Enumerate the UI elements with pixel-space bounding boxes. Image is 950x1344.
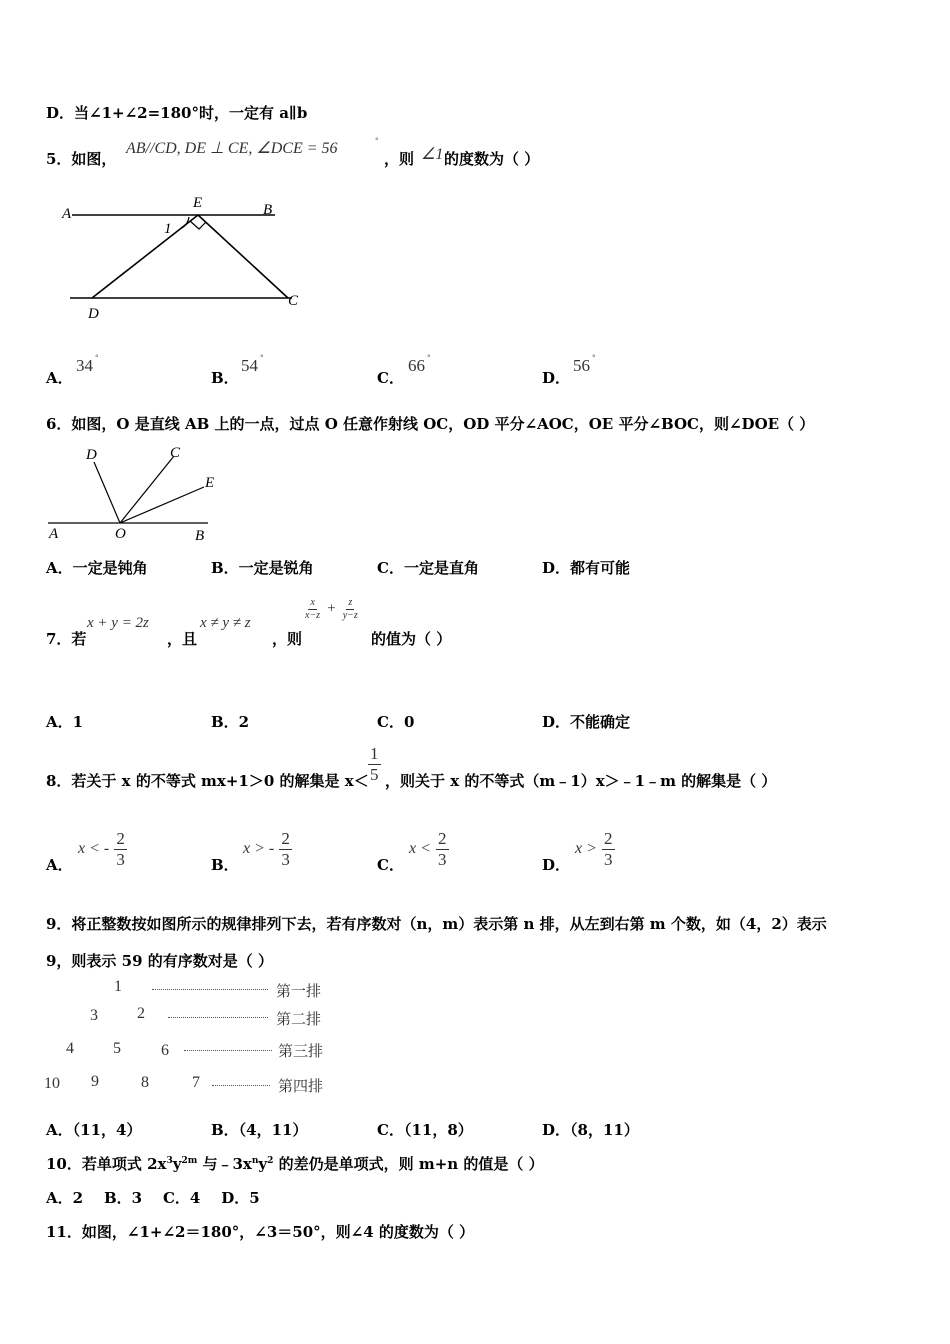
q5-option-d-letter: D． bbox=[542, 369, 571, 387]
q8-frac-den: 5 bbox=[370, 764, 379, 784]
q7-f1-den: x−z bbox=[305, 609, 321, 621]
segment-ec bbox=[198, 215, 288, 298]
q6-figure bbox=[44, 440, 224, 542]
q7-f2-num: z bbox=[348, 597, 353, 608]
q7-option-d: D．不能确定 bbox=[542, 713, 631, 731]
q8-option-a-num: 2 bbox=[116, 829, 125, 848]
label-c: C bbox=[288, 293, 299, 309]
q7-suffix: 的值为（ ） bbox=[371, 630, 452, 648]
q7-expression bbox=[303, 597, 360, 621]
label-d: D bbox=[88, 306, 99, 322]
q8-option-c-expr: x < bbox=[409, 840, 431, 858]
q6-option-a: A．一定是钝角 bbox=[46, 559, 148, 577]
ray-od bbox=[94, 462, 120, 523]
q5-mid: ，则 bbox=[384, 150, 415, 168]
q8-prefix: 8．若关于 x 的不等式 mx+1＞0 的解集是 x＜ bbox=[46, 772, 369, 790]
q10-sup1: 3 bbox=[166, 1156, 173, 1166]
q8-fraction bbox=[368, 744, 381, 784]
row4-leader bbox=[212, 1085, 270, 1086]
q7-f1-num: x bbox=[310, 597, 315, 608]
q10-sup2: 2m bbox=[181, 1156, 198, 1166]
q7-fraction-2 bbox=[341, 597, 360, 621]
row1-leader bbox=[152, 989, 268, 990]
label-a: A bbox=[49, 526, 59, 542]
row2-label: 第二排 bbox=[276, 1011, 322, 1028]
label-c: C bbox=[170, 445, 181, 461]
q8-option-c-expr-wrap bbox=[409, 829, 449, 869]
row2-leader bbox=[168, 1017, 268, 1018]
q5-option-c-value: 66 bbox=[408, 356, 425, 375]
row1-num-1: 1 bbox=[114, 978, 122, 995]
q8-option-a-expr-wrap bbox=[78, 829, 127, 869]
q5-option-d-deg: ° bbox=[592, 353, 596, 362]
q8-option-b-expr: x > - bbox=[243, 840, 275, 858]
label-o: O bbox=[115, 526, 126, 542]
q10-options: A．2 B．3 C．4 D．5 bbox=[46, 1189, 260, 1207]
q10-sup3: n bbox=[251, 1156, 259, 1166]
q7-plus: + bbox=[327, 600, 336, 617]
row4-num-3: 8 bbox=[141, 1074, 149, 1091]
q8-option-a-expr: x < - bbox=[78, 840, 110, 858]
q8-option-c-frac bbox=[436, 829, 449, 869]
row1-label: 第一排 bbox=[276, 983, 322, 1000]
q5-prefix: 5．如图， bbox=[46, 150, 117, 168]
q8-suffix: ，则关于 x 的不等式（m﹣1）x＞﹣1﹣m 的解集是（ ） bbox=[385, 772, 777, 790]
right-angle-mark bbox=[190, 221, 206, 229]
q8-option-b-expr-wrap bbox=[243, 829, 292, 869]
row2-num-2: 2 bbox=[137, 1005, 145, 1022]
row3-leader bbox=[184, 1050, 272, 1051]
q8-option-b-frac bbox=[279, 829, 292, 869]
q9-line2: 9，则表示 59 的有序数对是（ ） bbox=[46, 952, 273, 970]
label-1: 1 bbox=[164, 221, 172, 237]
label-b: B bbox=[195, 528, 205, 542]
row3-label: 第三排 bbox=[278, 1043, 324, 1060]
q8-option-a-letter: A． bbox=[46, 856, 73, 874]
q7-eq2: x ≠ y ≠ z bbox=[200, 615, 251, 631]
q8-option-d-den: 3 bbox=[604, 849, 613, 869]
label-e: E bbox=[205, 475, 215, 491]
q9-option-d: D．（8，11） bbox=[542, 1121, 639, 1139]
q10-part4: y bbox=[258, 1155, 268, 1173]
q11-stem: 11．如图，∠1+∠2＝180°，∠3＝50°，则∠4 的度数为（ ） bbox=[46, 1223, 475, 1241]
q7-fraction-1 bbox=[303, 597, 322, 621]
ray-oc bbox=[120, 456, 174, 523]
q8-option-d-expr: x > bbox=[575, 840, 597, 858]
q9-line1: 9．将正整数按如图所示的规律排列下去，若有序数对（n，m）表示第 n 排，从左到右第 m 个数，如（4，2）表示 bbox=[46, 915, 827, 933]
q8-option-a-den: 3 bbox=[116, 849, 125, 869]
q6-option-c: C．一定是直角 bbox=[377, 559, 479, 577]
q8-option-a-frac bbox=[114, 829, 127, 869]
q8-option-d-expr-wrap bbox=[575, 829, 615, 869]
q5-option-b-deg: ° bbox=[260, 353, 264, 362]
q5-option-a-value: 34 bbox=[76, 356, 93, 375]
q8-option-d-letter: D． bbox=[542, 856, 571, 874]
q10-part5: 的差仍是单项式，则 m+n 的值是（ ） bbox=[273, 1155, 544, 1173]
q9-option-a: A．（11，4） bbox=[46, 1121, 142, 1139]
q8-option-c-letter: C． bbox=[377, 856, 404, 874]
q7-prefix: 7．若 bbox=[46, 630, 87, 648]
q9-number-triangle bbox=[44, 975, 344, 1095]
q5-option-a-letter: A． bbox=[46, 369, 73, 387]
row2-num-1: 3 bbox=[90, 1007, 98, 1024]
row3-num-3: 6 bbox=[161, 1042, 169, 1059]
q7-mid1: ，且 bbox=[167, 630, 198, 648]
q7-f2-den: y−z bbox=[342, 609, 358, 621]
q5-option-d-value: 56 bbox=[573, 356, 590, 375]
q5-math: AB//CD, DE ⊥ CE, ∠DCE = 56 bbox=[126, 140, 338, 157]
q7-option-c: C．0 bbox=[377, 713, 415, 731]
row3-num-1: 4 bbox=[66, 1040, 74, 1057]
q8-option-d-frac bbox=[602, 829, 615, 869]
q7-eq1: x + y = 2z bbox=[87, 615, 149, 631]
q5-option-b-letter: B． bbox=[211, 369, 239, 387]
q5-degree-mark: ° bbox=[375, 136, 379, 145]
q10-part2: y bbox=[172, 1155, 182, 1173]
q10-part1: 10．若单项式 2x bbox=[46, 1155, 167, 1173]
q5-option-c-letter: C． bbox=[377, 369, 404, 387]
label-e: E bbox=[193, 195, 203, 211]
q6-option-b: B．一定是锐角 bbox=[211, 559, 314, 577]
ray-oe bbox=[120, 487, 204, 523]
q8-option-d-num: 2 bbox=[604, 829, 613, 848]
q10-sup4: 2 bbox=[267, 1156, 274, 1166]
q7-option-a: A．1 bbox=[46, 713, 84, 731]
row3-num-2: 5 bbox=[113, 1040, 121, 1057]
row4-num-4: 7 bbox=[192, 1074, 200, 1091]
q5-option-a-deg: ° bbox=[95, 353, 99, 362]
q5-option-b-value: 54 bbox=[241, 356, 258, 375]
q8-option-c-den: 3 bbox=[438, 849, 447, 869]
q8-option-c-num: 2 bbox=[438, 829, 447, 848]
q5-option-c-deg: ° bbox=[427, 353, 431, 362]
q5-suffix: 的度数为（ ） bbox=[444, 150, 540, 168]
q6-stem: 6．如图，O 是直线 AB 上的一点，过点 O 任意作射线 OC，OD 平分∠AOC，OE 平分∠BOC，则∠DOE（ ） bbox=[46, 415, 815, 433]
q8-option-b-den: 3 bbox=[281, 849, 290, 869]
q4-option-d: D．当∠1+∠2=180°时，一定有 a∥b bbox=[46, 104, 308, 122]
q10-part3: 与﹣3x bbox=[197, 1155, 252, 1173]
q8-option-b-letter: B． bbox=[211, 856, 239, 874]
q5-angle: ∠1 bbox=[421, 146, 444, 163]
q6-option-d: D．都有可能 bbox=[542, 559, 631, 577]
row4-num-2: 9 bbox=[91, 1073, 99, 1090]
row4-label: 第四排 bbox=[278, 1078, 324, 1095]
label-b: B bbox=[263, 202, 273, 218]
q9-option-b: B．（4，11） bbox=[211, 1121, 308, 1139]
q7-mid2: ，则 bbox=[272, 630, 303, 648]
q7-option-b: B．2 bbox=[211, 713, 250, 731]
label-d: D bbox=[86, 447, 97, 463]
q8-frac-num: 1 bbox=[370, 744, 379, 763]
q5-figure bbox=[60, 190, 320, 325]
label-a: A bbox=[62, 206, 72, 222]
q10-stem bbox=[46, 1153, 544, 1174]
row4-num-1: 10 bbox=[44, 1075, 60, 1092]
q9-option-c: C．（11，8） bbox=[377, 1121, 473, 1139]
q8-option-b-num: 2 bbox=[281, 829, 290, 848]
